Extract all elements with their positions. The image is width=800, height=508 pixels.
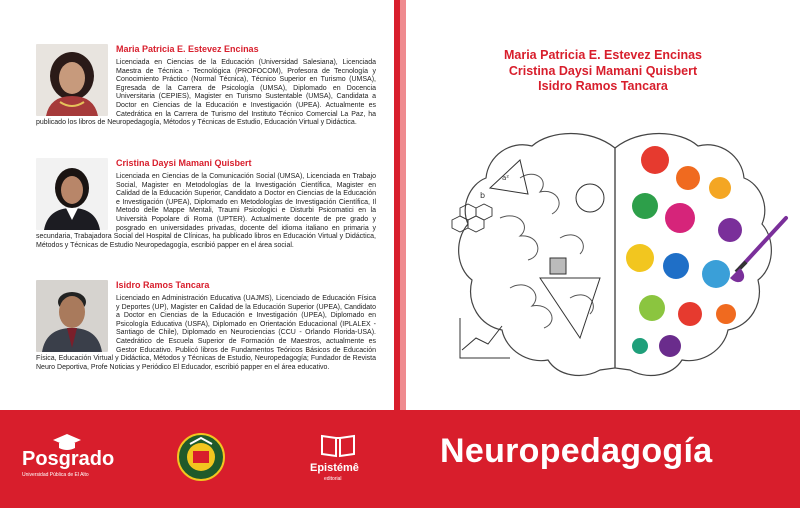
posgrado-name: Posgrado <box>22 448 115 470</box>
author-photo-1 <box>36 44 108 116</box>
author-bio-1 <box>36 44 376 128</box>
author-photo-2 <box>36 158 108 230</box>
open-book-icon <box>318 432 358 460</box>
book-title: Neuropedagogía <box>440 432 713 470</box>
author-bio-text-3: Licenciado en Administración Educativa (UAJMS), Licenciado de Educación Física y Deportes (UP), Magister en Calidad de la Educación Superior (UPEA), Candidato a Doctor en Ciencias de la Educación e Investigación (UPEA), Diplomado en Psicología Educativa (USFA), Diplomado en Orientación Educacional (IPLALEX - Santiago de Chile), Diplomado en Neurociencias (CCU - Orlando Florida-USA). Catedrático de Escuela Superior de Formación de Maestros, actualmente es Gestor Educativo. Publicó libros de Fundamentos Teóricos Básicos de Educación Física, Educación Virtual y Didáctica, Métodos y Técnicas de Estudio, Neuropedagogía; Fundador de Revista Neuro Deportiva, Profe Noticias y Periódico El Educador, escribió papper en el área educativo. <box>36 295 376 371</box>
back-cover <box>0 0 394 410</box>
author-bio-2 <box>36 158 376 250</box>
author-bio-text-2: Licenciada en Ciencias de la Comunicación Social (UMSA), Licenciada en Trabajo Social, Magister en Metodologías de la Investigación Científica, Magister en Calidad de la Educación Superior, Candidato a Doctor en Ciencias de la Educación e Investigación (UPEA), Diplomado en Metodologías de Investigación Científica, Il Metodo delle Mappe Mentali, Traumi Psicologici e Disturbi Psicomatici en la Università Popolare di Roma (UPTER). Actualmente docente de pre grado y posgrado en universidades privadas, docente del idioma italiano en primaria y secundaria, Trabajadora Social del Hospital de Clínicas, ha publicado libros en Educación Virtual y Didáctica, Métodos y Técnicas de Estudio Neuropedagogía, escribió papper en el área social. <box>36 173 376 249</box>
posgrado-subtitle: Universidad Pública de El Alto <box>22 472 89 478</box>
author-name-2: Cristina Daysi Mamani Quisbert <box>116 158 252 168</box>
author-photo-3 <box>36 280 108 352</box>
episteme-subtitle: editorial <box>324 476 342 482</box>
brain-illustration <box>440 118 790 410</box>
author-bio-text-1: Licenciada en Ciencias de la Educación (Universidad Salesiana), Licenciada Maestra de Técnica - Tecnológica (PROFOCOM), Profesora de Tecnología y Conocimiento Práctico (Normal Técnica), Técnico Superior en Turismo (UMSA), Egresada de la Carrera de Psicología (UMSA), Diplomado en Docencia Universitaria (CEPIES), Magister en Turismo Sustentable (UMSA), Candidata a Doctor en Ciencias de la Educación e Investigación (UPEA). Actualmente es Catedrática en la Carrera de Turismo del Instituto Técnico Comercial La Paz, ha publicado los libros de Neuropedagogía, Métodos y Técnicas de Estudio, Educación Virtual y Didáctica. <box>36 59 376 127</box>
author-name-3: Isidro Ramos Tancara <box>116 280 210 290</box>
front-author-3: Isidro Ramos Tancara <box>538 79 668 93</box>
author-name-1: Maria Patricia E. Estevez Encinas <box>116 44 259 54</box>
front-author-1: Maria Patricia E. Estevez Encinas <box>503 48 703 62</box>
front-author-2: Cristina Daysi Mamani Quisbert <box>508 63 698 78</box>
episteme-name: Epistémê <box>310 462 359 474</box>
front-author-list <box>406 48 800 95</box>
author-bio-3 <box>36 280 376 372</box>
university-seal <box>176 432 226 482</box>
svg-text:b: b <box>480 191 486 200</box>
svg-text:a²: a² <box>502 174 510 182</box>
